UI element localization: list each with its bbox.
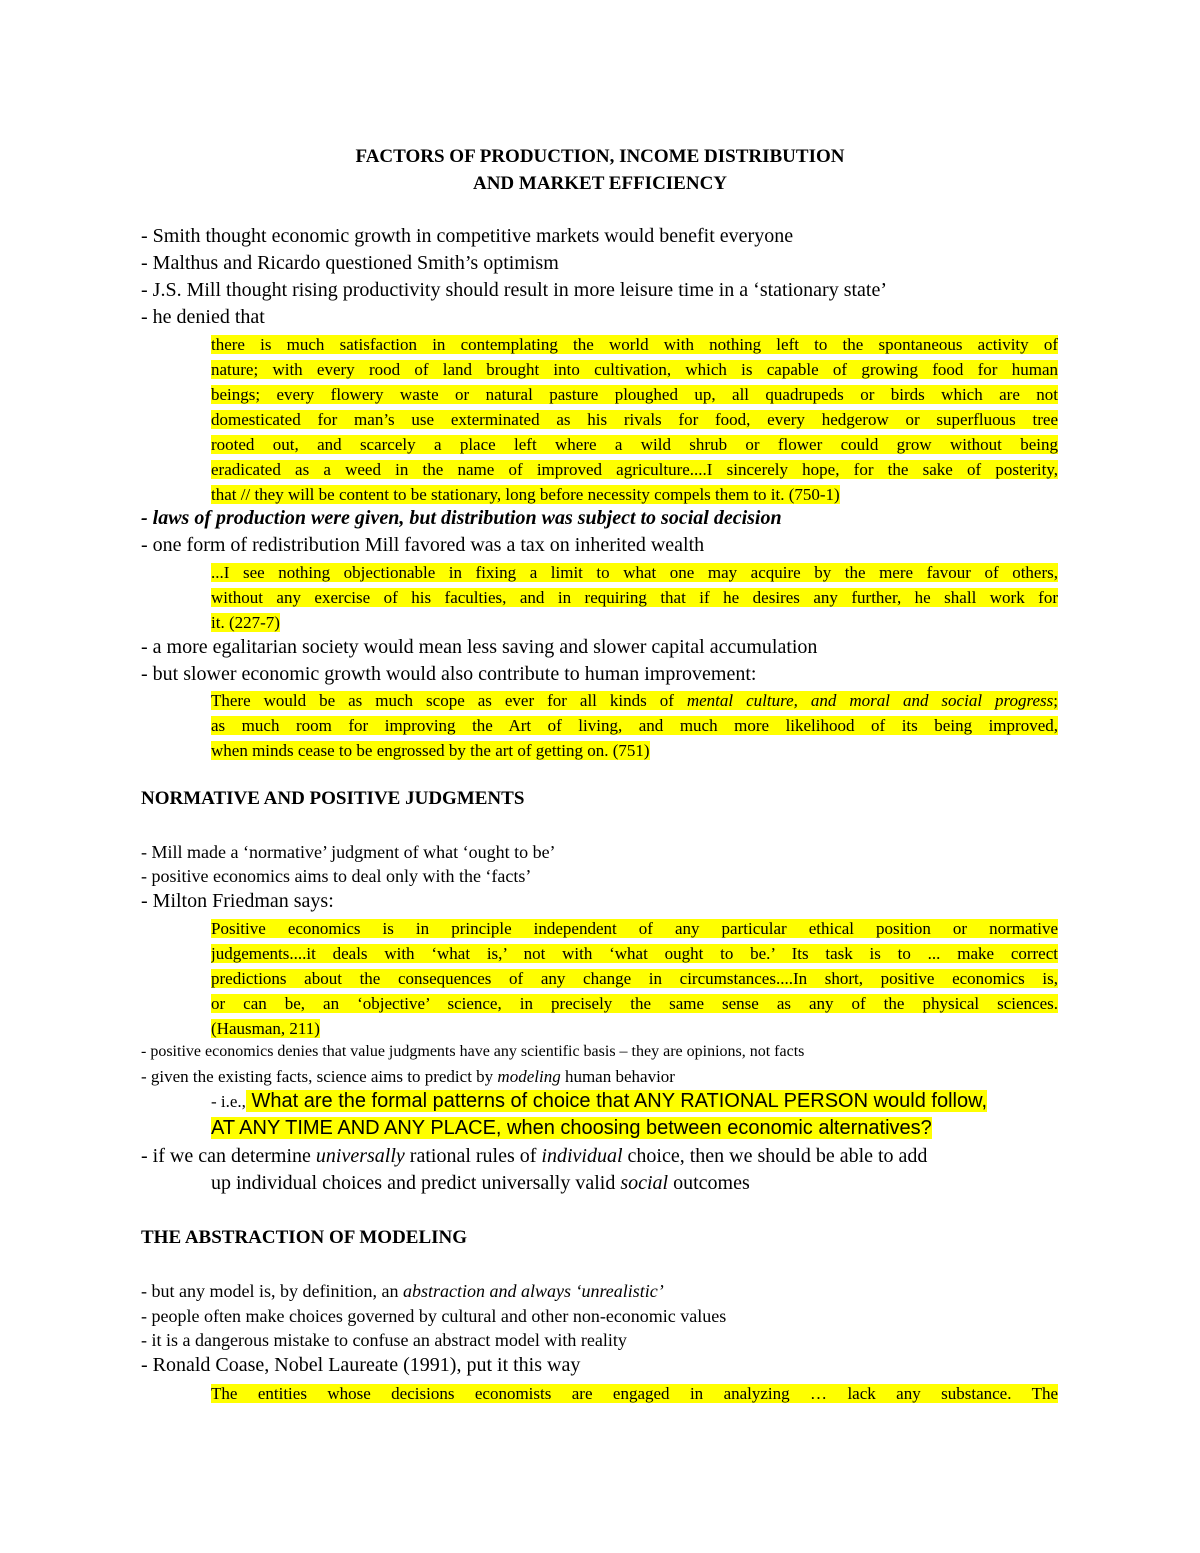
quote-line: that // they will be content to be stationary, long before necessity compels them to it. (750-1)	[211, 485, 840, 504]
heading-abstraction-modeling: THE ABSTRACTION OF MODELING	[141, 1227, 468, 1248]
text-run: choice, then we should be able to add	[622, 1145, 928, 1167]
bullet-malthus-ricardo: - Malthus and Ricardo questioned Smith’s optimism	[141, 252, 559, 274]
bullet-slower-growth: - but slower economic growth would also contribute to human improvement:	[141, 663, 757, 685]
quote-line: rooted out, and scarcely a place left where a wild shrub or flower could grow without being	[211, 435, 1058, 454]
friedman-quote	[211, 916, 1058, 1041]
quote-line: ...I see nothing objectionable in fixing a limit to what one may acquire by the mere favour of others,	[211, 563, 1058, 582]
bullet-coase: - Ronald Coase, Nobel Laureate (1991), put it this way	[141, 1354, 581, 1376]
rational-person-question: What are the formal patterns of choice that ANY RATIONAL PERSON would follow,	[245, 1090, 988, 1112]
bullet-non-economic-values: - people often make choices governed by cultural and other non-economic values	[141, 1306, 727, 1326]
quote-line: The entities whose decisions economists are engaged in analyzing … lack any substance. The	[211, 1384, 1058, 1403]
quote-line: (Hausman, 211)	[211, 1019, 320, 1038]
quote-emphasis: mental culture, and moral and social progress	[686, 691, 1054, 710]
bullet-laws-of-production: - laws of production were given, but distribution was subject to social decision	[141, 507, 782, 529]
quote-line: eradicated as a weed in the name of improved agriculture....I sincerely hope, for the sake of posterity,	[211, 460, 1058, 479]
quote-text: ;	[1053, 691, 1058, 710]
bullet-inherited-wealth: - one form of redistribution Mill favored was a tax on inherited wealth	[141, 534, 705, 556]
text-run: human behavior	[560, 1067, 675, 1086]
bullet-ie-continued	[211, 1117, 932, 1140]
emphasis-modeling: modeling	[497, 1067, 561, 1086]
bullet-mill-leisure: - J.S. Mill thought rising productivity should result in more leisure time in a ‘stationary state’	[141, 279, 888, 301]
text-run: - but any model is, by definition, an	[141, 1281, 403, 1301]
text-run: rational rules of	[404, 1145, 542, 1167]
bullet-friedman-says: - Milton Friedman says:	[141, 890, 334, 912]
bullet-positive-facts: - positive economics aims to deal only with the ‘facts’	[141, 866, 532, 886]
bullet-value-judgments: - positive economics denies that value judgments have any scientific basis – they are opinions, not facts	[141, 1043, 805, 1060]
text-run: - if we can determine	[141, 1145, 316, 1167]
bullet-he-denied: - he denied that	[141, 306, 265, 328]
quote-line: predictions about the consequences of any change in circumstances....In short, positive economics is,	[211, 969, 1058, 988]
heading-normative-positive: NORMATIVE AND POSITIVE JUDGMENTS	[141, 788, 525, 809]
bullet-ie	[211, 1090, 987, 1113]
bullet-modeling	[141, 1067, 675, 1087]
mill-improvement-quote	[211, 688, 1058, 763]
coase-quote	[211, 1381, 1058, 1406]
text-run: outcomes	[668, 1172, 750, 1194]
bullet-smith: - Smith thought economic growth in competitive markets would benefit everyone	[141, 225, 794, 247]
quote-line: without any exercise of his faculties, and in requiring that if he desires any further, he shall work for	[211, 588, 1058, 607]
bullet-egalitarian: - a more egalitarian society would mean less saving and slower capital accumulation	[141, 636, 818, 658]
bullet-dangerous-mistake: - it is a dangerous mistake to confuse an abstract model with reality	[141, 1330, 627, 1350]
bullet-model-abstraction	[141, 1281, 664, 1302]
text-run: up individual choices and predict universally valid	[211, 1172, 621, 1194]
emphasis-universally: universally	[315, 1145, 405, 1167]
text-run: - i.e.,	[211, 1092, 246, 1111]
title-line-2: AND MARKET EFFICIENCY	[472, 173, 728, 194]
quote-text: There would be as much scope as ever for all kinds of	[211, 691, 687, 710]
mill-inheritance-quote	[211, 560, 1058, 635]
quote-line: domesticated for man’s use exterminated as his rivals for food, every hedgerow or superfluous tree	[211, 410, 1058, 429]
quote-line: beings; every flowery waste or natural pasture ploughed up, all quadrupeds or birds which are not	[211, 385, 1058, 404]
title-line-1: FACTORS OF PRODUCTION, INCOME DISTRIBUTION	[355, 146, 845, 167]
quote-line: or can be, an ‘objective’ science, in precisely the same sense as any of the physical sciences.	[211, 994, 1058, 1013]
bullet-mill-normative: - Mill made a ‘normative’ judgment of what ‘ought to be’	[141, 842, 556, 862]
quote-line: it. (227-7)	[211, 613, 280, 632]
quote-line: nature; with every rood of land brought into cultivation, which is capable of growing food for human	[211, 360, 1058, 379]
bullet-universal-rules-cont	[211, 1172, 750, 1195]
quote-line: Positive economics is in principle independent of any particular ethical position or normative	[211, 919, 1058, 938]
quote-line: judgements....it deals with ‘what is,’ not with ‘what ought to be.’ Its task is to ... make correct	[211, 944, 1058, 963]
emphasis-social: social	[620, 1172, 669, 1194]
quote-line: as much room for improving the Art of living, and much more likelihood of its being improved,	[211, 716, 1058, 735]
text-run: - given the existing facts, science aims to predict by	[141, 1067, 498, 1086]
emphasis-abstraction: abstraction and always ‘unrealistic’	[402, 1281, 664, 1301]
rational-person-question-cont: AT ANY TIME AND ANY PLACE, when choosing between economic alternatives?	[211, 1117, 932, 1139]
quote-line: there is much satisfaction in contemplating the world with nothing left to the spontaneous activity of	[211, 335, 1058, 354]
emphasis-individual: individual	[541, 1145, 623, 1167]
bullet-universal-rules	[141, 1145, 927, 1168]
quote-line: when minds cease to be engrossed by the art of getting on. (751)	[211, 741, 650, 760]
mill-stationary-quote	[211, 332, 1058, 507]
